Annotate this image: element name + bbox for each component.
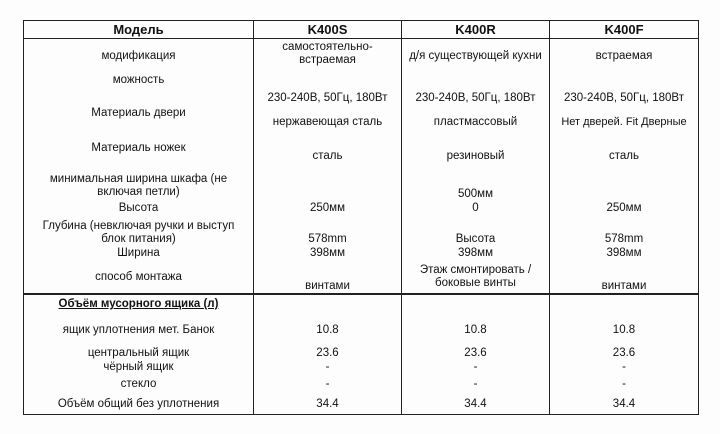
row-label: центральный ящик [24,337,254,360]
cell-k400f: 230-240В, 50Гц, 180Вт [550,74,699,105]
cell-k400f: 250мм [550,201,699,217]
cell-k400f: - [550,375,699,394]
cell-k400r: 500мм [402,173,550,201]
row-label: Глубина (невключая ручки и выступ блок питания) [24,217,254,246]
row-legs-material [24,140,699,173]
cell-k400r: 230-240В, 50Гц, 180Вт [402,74,550,105]
row-height [24,201,699,217]
cell-k400r: Этаж смонтировать / боковые винты [402,262,550,294]
cell-k400s [254,173,402,201]
row-label: Высота [24,201,254,217]
cell-k400r: - [402,375,550,394]
cell-k400f [550,173,699,201]
cell-k400r: 34.4 [402,394,550,414]
cell-k400s: винтами [254,262,402,294]
cell-k400r: 10.8 [402,314,550,337]
row-min-cabinet-width [24,173,699,201]
bin-row-can-compactor [24,314,699,337]
header-model-k400f: K400F [550,21,699,39]
cell-k400r: Высота [402,217,550,246]
cell-k400s: нержавеющая сталь [254,105,402,140]
cell-k400r: 0 [402,201,550,217]
row-label: стекло [24,375,254,394]
cell-k400f: встраемая [550,39,699,74]
cell-k400s: 23.6 [254,337,402,360]
cell-k400r: 398мм [402,246,550,262]
row-label: чёрный ящик [24,360,254,375]
row-label: Объём общий без уплотнения [24,394,254,414]
cell-k400s: - [254,375,402,394]
bin-section-header [24,294,699,315]
cell-k400f: Нет дверей. Fit Дверные [550,105,699,140]
cell-k400s: 230-240В, 50Гц, 180Вт [254,74,402,105]
row-label: модификация [24,39,254,74]
cell-k400f: сталь [550,140,699,173]
row-power [24,74,699,105]
cell-k400r: - [402,360,550,375]
cell-k400s: 10.8 [254,314,402,337]
row-mounting [24,262,699,294]
cell-k400f: винтами [550,262,699,294]
cell-k400r: 23.6 [402,337,550,360]
cell-k400f: 398мм [550,246,699,262]
spec-table [23,20,699,415]
cell-k400s: 398мм [254,246,402,262]
header-model-k400r: K400R [402,21,550,39]
cell-k400f: 10.8 [550,314,699,337]
row-label: Ширина [24,246,254,262]
row-width [24,246,699,262]
row-label: Материаль двери [24,105,254,140]
cell-k400s: 34.4 [254,394,402,414]
cell-k400r: пластмассовый [402,105,550,140]
row-label: способ монтажа [24,262,254,294]
cell-k400f: 34.4 [550,394,699,414]
cell-k400s: 578mm [254,217,402,246]
cell-k400f: 23.6 [550,337,699,360]
cell-k400r: д/я существующей кухни [402,39,550,74]
row-label: Материаль ножек [24,140,254,173]
header-model-k400s: K400S [254,21,402,39]
row-modification [24,39,699,74]
cell-k400s: - [254,360,402,375]
row-label: минимальная ширина шкафа (не включая петли) [24,173,254,201]
header-model-label: Модель [24,21,254,39]
cell-k400s: самостоятельно- встраемая [254,39,402,74]
cell-k400s: 250мм [254,201,402,217]
bin-row-black [24,360,699,375]
header-row [24,21,699,39]
row-door-material [24,105,699,140]
bin-row-total [24,394,699,414]
row-label: можность [24,74,254,105]
cell-k400s: сталь [254,140,402,173]
row-depth [24,217,699,246]
cell-k400f: 578mm [550,217,699,246]
row-label: ящик уплотнения мет. Банок [24,314,254,337]
bin-row-glass [24,375,699,394]
cell-k400f: - [550,360,699,375]
cell-k400r: резиновый [402,140,550,173]
bin-section-title: Объём мусорного ящика (л) [24,294,254,315]
bin-row-central [24,337,699,360]
